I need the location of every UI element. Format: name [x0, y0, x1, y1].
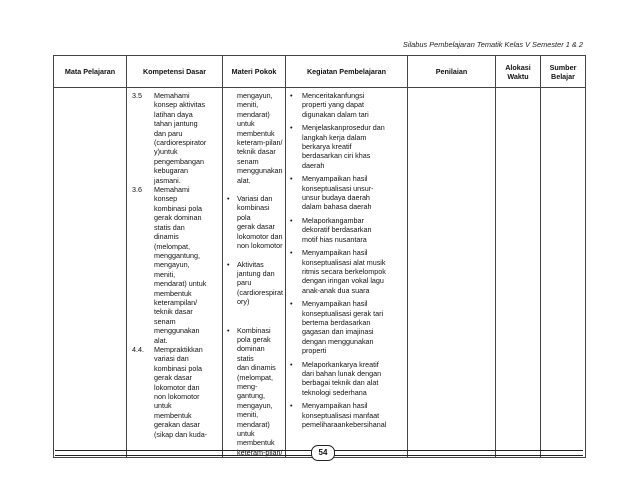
kegiatan-text: Menyampaikan hasil konseptualisasi unsur- unsur budaya daerah dalam bahasa daerah: [302, 174, 374, 212]
kd-number: 4.4.: [132, 344, 144, 354]
kegiatan-text: Menjelaskanprosedur dan langkah kerja dalam berkarya kreatif berdasarkan ciri khas daerah: [302, 123, 385, 170]
kegiatan-text: Menyampaikan hasil konseptualisasi alat musik ritmis secara berkelompok dengan iringan vokal lagu anak-anak dua suara: [302, 248, 386, 295]
cell-kegiatan-pembelajaran: [286, 88, 408, 458]
document-header: Silabus Pembelajaran Tematik Kelas V Semester 1 & 2: [402, 40, 583, 49]
mp-bullet-text: Aktivitas jantung dan paru (cardiorespirat ory): [237, 259, 283, 307]
bullet-icon: •: [290, 299, 293, 309]
col-header-materi-pokok: Materi Pokok: [223, 56, 286, 88]
bullet-icon: •: [227, 259, 230, 269]
mp-bullet-text: Variasi dan kombinasi pola gerak dasar lokomotor dan non lokomotor: [237, 194, 283, 251]
bullet-icon: •: [227, 325, 230, 335]
kegiatan-item: [290, 123, 405, 170]
kegiatan-text: Melaporkangambar dekoratif berdasarkan motif hias nusantara: [302, 215, 372, 244]
col-header-sumber-belajar: Sumber Belajar: [541, 56, 586, 88]
mp-bullet-item: [227, 194, 283, 250]
bullet-icon: •: [290, 401, 293, 411]
materi-pokok-list: [223, 88, 285, 457]
bullet-icon: •: [290, 91, 293, 100]
kd-item: [132, 345, 220, 439]
cell-materi-pokok: [223, 88, 286, 458]
page-number: 54: [311, 445, 335, 461]
kd-text: Mempraktikkan variasi dan kombinasi pola gerak dasar lokomotor dan non lokomotor untuk membentuk gerakan dasar (sikap dan kuda-: [154, 344, 208, 439]
cell-penilaian: [408, 88, 496, 458]
syllabus-table: [53, 55, 586, 458]
mp-bullet-text: Kombinasi pola gerak dominan statis dan dinamis (melompat, meng-gantung, mengayun, meniti, mendarat) untuk membentuk keteram-pilan/: [237, 325, 283, 457]
mp-bullet-item: [227, 260, 283, 307]
kegiatan-item: [290, 360, 405, 398]
mp-bullet-item: [227, 326, 283, 458]
kegiatan-item: [290, 248, 405, 295]
kd-item: [132, 91, 220, 185]
cell-alokasi-waktu: [496, 88, 541, 458]
cell-kompetensi-dasar: [127, 88, 223, 458]
bullet-icon: •: [227, 194, 230, 204]
kegiatan-item: [290, 299, 405, 355]
col-header-mata-pelajaran: Mata Pelajaran: [54, 56, 127, 88]
kegiatan-item: [290, 216, 405, 244]
kd-text: Memahami konsep kombinasi pola gerak dominan statis dan dinamis (melompat, menggantung, mengayun, meniti, mendarat) untuk membentuk keterampilan/ teknik dasar senam menggunakan alat.: [154, 185, 207, 345]
cell-mata-pelajaran: [54, 88, 127, 458]
bullet-icon: •: [290, 359, 293, 369]
col-header-penilaian: Penilaian: [408, 56, 496, 88]
bullet-icon: •: [290, 215, 293, 225]
kd-number: 3.6: [132, 185, 142, 195]
col-header-kegiatan-pembelajaran: Kegiatan Pembelajaran: [286, 56, 408, 88]
kegiatan-list: [286, 88, 407, 429]
kegiatan-text: Menyampaikan hasil konseptualisasi manfaat pemeliharaankebersihanal: [302, 401, 387, 429]
bullet-icon: •: [290, 123, 293, 133]
kd-number: 3.5: [132, 91, 142, 100]
table-row: [54, 88, 586, 458]
kegiatan-item: [290, 174, 405, 212]
kompetensi-dasar-list: [127, 88, 222, 439]
cell-sumber-belajar: [541, 88, 586, 458]
kd-text: Memahami konsep aktivitas latihan daya tahan jantung dan paru (cardiorespirator y)untuk pengembangan kebugaran jasmani.: [154, 91, 207, 185]
kegiatan-text: Menyampaikan hasil konseptualisasi gerak tari bertema berdasarkan gagasan dan imajinasi dengan menggunakan properti: [302, 299, 384, 356]
table-header-row: [54, 56, 586, 88]
col-header-alokasi-waktu: Alokasi Waktu: [496, 56, 541, 88]
kegiatan-text: Menceritakanfungsi properti yang dapat digunakan dalam tari: [302, 91, 369, 119]
kegiatan-text: Melaporkankarya kreatif dari bahan lunak dengan berbagai teknik dan alat teknologi sederhana: [302, 359, 382, 397]
bullet-icon: •: [290, 174, 293, 184]
kegiatan-item: [290, 401, 405, 429]
kd-item: [132, 185, 220, 345]
mp-intro: mengayun, meniti, mendarat) untuk membentuk keteram-pilan/ teknik dasar senam menggunakan alat.: [237, 91, 283, 185]
bullet-icon: •: [290, 248, 293, 258]
col-header-kompetensi-dasar: Kompetensi Dasar: [127, 56, 223, 88]
kegiatan-item: [290, 91, 405, 119]
